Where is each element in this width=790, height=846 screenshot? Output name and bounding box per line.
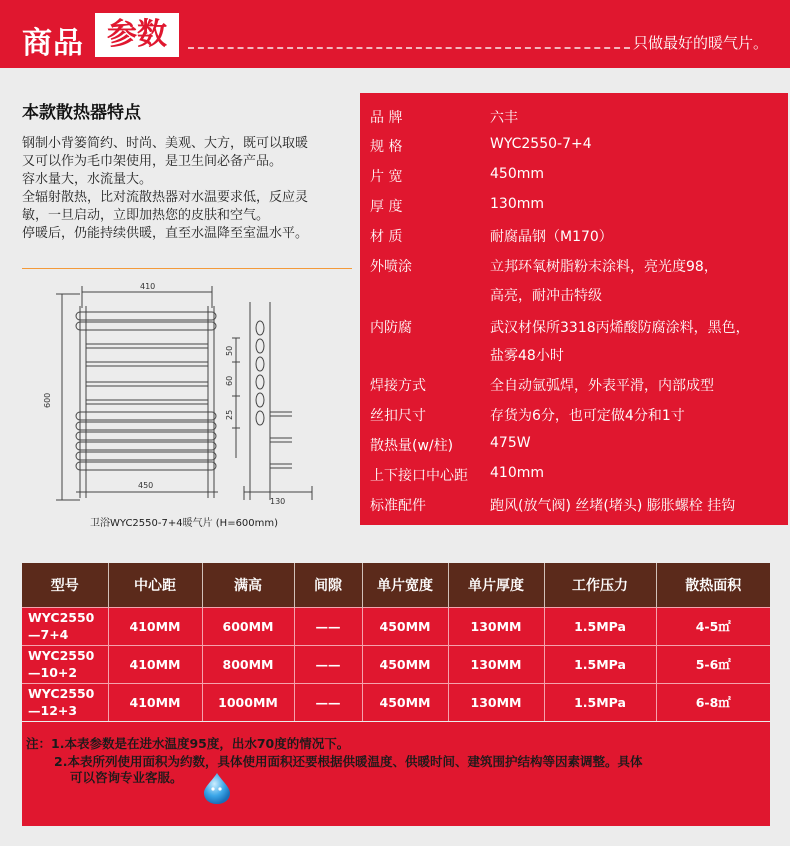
cell-height: 1000MM	[202, 683, 294, 721]
cell-thickness: 130MM	[448, 683, 544, 721]
spec-value: 130mm	[490, 196, 544, 212]
cell-width: 450MM	[362, 645, 448, 683]
cell-center: 410MM	[108, 645, 202, 683]
table-row	[22, 645, 770, 683]
notes-panel	[22, 722, 770, 826]
spec-label: 品 牌	[370, 110, 403, 126]
spec-label: 散热量(w/柱)	[370, 438, 454, 454]
dim-top-width: 410	[140, 282, 156, 291]
cell-area: 5-6㎡	[656, 645, 770, 683]
dim-gap-a: 50	[225, 345, 234, 356]
spec-value: 475W	[490, 435, 531, 451]
header-slogan: 只做最好的暖气片。	[632, 34, 768, 52]
cell-pressure: 1.5MPa	[544, 607, 656, 645]
spec-label: 内防腐	[370, 320, 412, 336]
spec-label: 丝扣尺寸	[370, 408, 426, 424]
cell-model	[22, 683, 108, 721]
table-header-row	[22, 563, 770, 607]
table-row	[22, 607, 770, 645]
feature-line: 全辐射散热，比对流散热器对水温要求低，反应灵	[22, 190, 309, 205]
cell-center: 410MM	[108, 607, 202, 645]
column-header: 间隙	[294, 563, 362, 607]
spec-value: WYC2550-7+4	[490, 136, 592, 152]
model-line: WYC2550	[28, 648, 95, 663]
parameter-table	[22, 563, 770, 721]
note-3: 可以咨询专业客服。	[70, 770, 183, 785]
spec-value: 存货为6分，也可定做4分和1寸	[490, 408, 685, 424]
model-line: —7+4	[28, 627, 69, 642]
feature-line: 停暖后，仍能持续供暖，直至水温降至室温水平。	[22, 226, 309, 241]
dim-gap-b: 60	[225, 375, 234, 386]
spec-label: 规 格	[370, 139, 403, 155]
spec-label: 标准配件	[370, 498, 426, 514]
cell-area: 6-8㎡	[656, 683, 770, 721]
column-header: 满高	[202, 563, 294, 607]
cell-width: 450MM	[362, 683, 448, 721]
spec-value: 立邦环氧树脂粉末涂料，亮光度98，	[490, 259, 718, 275]
spec-value: 全自动氩弧焊，外表平滑，内部成型	[490, 378, 714, 394]
column-header: 型号	[22, 563, 108, 607]
spec-panel	[360, 93, 788, 525]
model-line: —12+3	[28, 703, 78, 719]
model-line: WYC2550	[28, 686, 95, 702]
divider-line	[22, 268, 352, 269]
cell-model	[22, 607, 108, 645]
feature-line: 又可以作为毛巾架使用，是卫生间必备产品。	[22, 154, 283, 169]
cell-pressure: 1.5MPa	[544, 645, 656, 683]
note-1: 注：1.本表参数是在进水温度95度，出水70度的情况下。	[26, 736, 350, 751]
feature-line: 敏，一旦启动，立即加热您的皮肤和空气。	[22, 208, 270, 223]
spec-value: 六丰	[490, 110, 518, 126]
spec-value: 耐腐晶钢（M170）	[490, 229, 613, 245]
cell-center: 410MM	[108, 683, 202, 721]
model-line: —10+2	[28, 665, 78, 680]
dim-bottom-width: 450	[138, 481, 154, 490]
cell-model	[22, 645, 108, 683]
spec-value: 武汉材保所3318丙烯酸防腐涂料，黑色，	[490, 320, 750, 336]
column-header: 单片宽度	[362, 563, 448, 607]
spec-label: 焊接方式	[370, 378, 426, 394]
radiator-drawing	[22, 278, 352, 538]
cell-area: 4-5㎡	[656, 607, 770, 645]
dim-depth: 130	[270, 497, 286, 506]
section-title-part1: 商品	[22, 26, 84, 61]
dim-height: 600	[43, 392, 52, 408]
cell-pressure: 1.5MPa	[544, 683, 656, 721]
features-text	[22, 135, 358, 243]
model-line: WYC2550	[28, 610, 95, 625]
column-header: 中心距	[108, 563, 202, 607]
spec-label: 片 宽	[370, 169, 403, 185]
spec-value: 410mm	[490, 465, 544, 481]
cell-height: 600MM	[202, 607, 294, 645]
spec-value: 450mm	[490, 166, 544, 182]
feature-line: 容水量大，水流量大。	[22, 172, 153, 187]
header-dashed-line	[188, 47, 630, 49]
cell-gap: ——	[294, 683, 362, 721]
column-header: 工作压力	[544, 563, 656, 607]
cell-gap: ——	[294, 607, 362, 645]
drawing-caption: 卫浴WYC2550-7+4暖气片 (H=600mm)	[90, 518, 279, 529]
spec-value-cont: 盐雾48小时	[490, 348, 564, 364]
spec-value-cont: 高亮，耐冲击特级	[490, 288, 602, 304]
spec-label: 厚 度	[370, 199, 403, 215]
dim-gap-c: 25	[225, 409, 234, 420]
spec-label: 外喷涂	[370, 259, 412, 275]
water-drop-icon	[200, 771, 234, 809]
note-2: 2.本表所列使用面积为约数，具体使用面积还要根据供暖温度、供暖时间、建筑围护结构等因素调整。具体	[54, 754, 643, 769]
header-banner	[0, 0, 790, 68]
column-header: 单片厚度	[448, 563, 544, 607]
spec-value: 跑风(放气阀) 丝堵(堵头) 膨胀螺栓 挂钩	[490, 498, 736, 514]
column-header: 散热面积	[656, 563, 770, 607]
cell-height: 800MM	[202, 645, 294, 683]
cell-thickness: 130MM	[448, 645, 544, 683]
cell-gap: ——	[294, 645, 362, 683]
section-title-part2: 参数	[95, 13, 179, 57]
features-title: 本款散热器特点	[22, 103, 141, 123]
cell-thickness: 130MM	[448, 607, 544, 645]
spec-label: 上下接口中心距	[370, 468, 468, 484]
spec-label: 材 质	[370, 229, 403, 245]
table-row	[22, 683, 770, 721]
feature-line: 钢制小背篓简约、时尚、美观、大方，既可以取暖	[22, 136, 309, 151]
cell-width: 450MM	[362, 607, 448, 645]
